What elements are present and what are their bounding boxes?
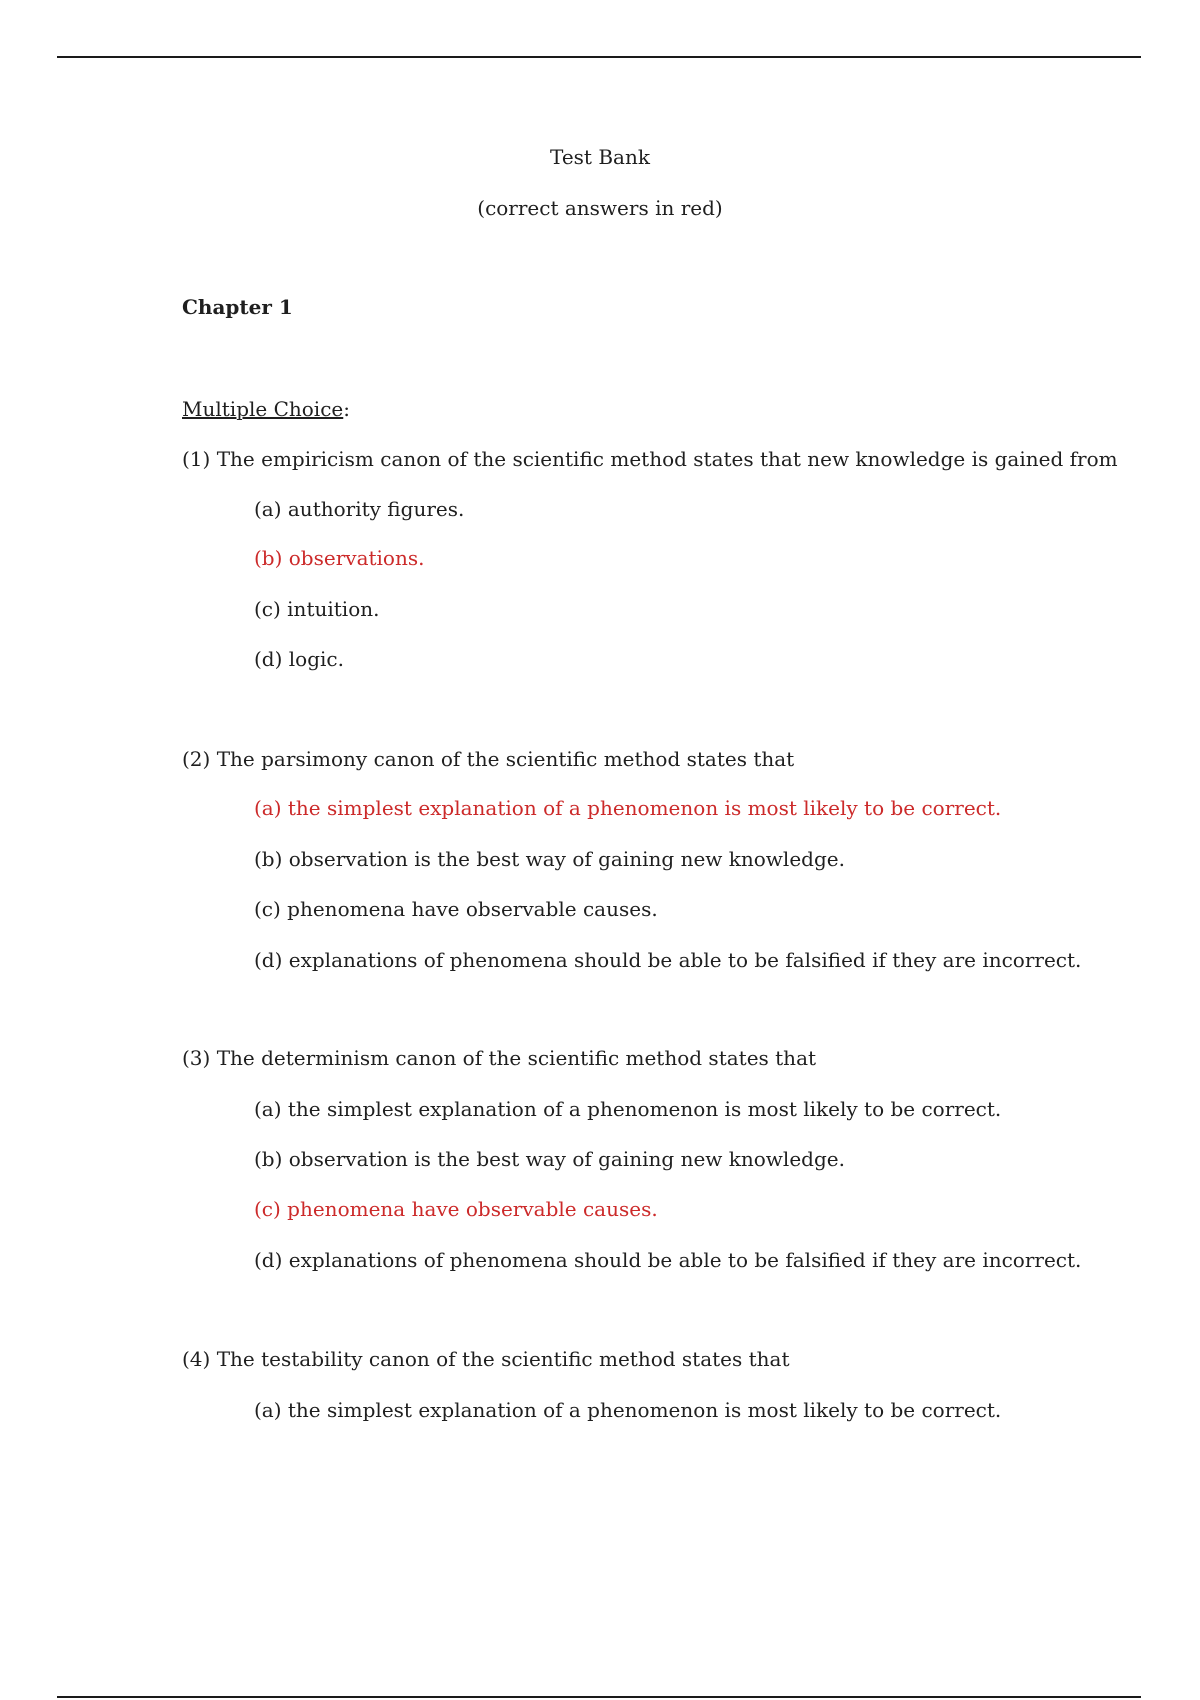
question-1-option-a: (a) authority figures. <box>254 497 465 521</box>
page-title: Test Bank <box>550 145 650 169</box>
question-3: (3) The determinism canon of the scientific method states that <box>182 1046 817 1070</box>
top-rule <box>57 56 1141 58</box>
question-1-option-c: (c) intuition. <box>254 597 380 621</box>
question-1-option-d: (d) logic. <box>254 647 344 671</box>
question-2-option-b: (b) observation is the best way of gaining new knowledge. <box>254 847 845 871</box>
question-3-option-b: (b) observation is the best way of gaining new knowledge. <box>254 1147 845 1171</box>
question-1: (1) The empiricism canon of the scientific method states that new knowledge is gained from <box>182 447 1118 471</box>
section-heading <box>182 397 350 421</box>
question-3-option-a: (a) the simplest explanation of a phenomenon is most likely to be correct. <box>254 1097 1002 1121</box>
question-2-option-a: (a) the simplest explanation of a phenomenon is most likely to be correct. <box>254 796 1002 820</box>
bottom-rule <box>57 1696 1141 1698</box>
question-4-option-a: (a) the simplest explanation of a phenomenon is most likely to be correct. <box>254 1398 1002 1422</box>
question-4: (4) The testability canon of the scientific method states that <box>182 1347 790 1371</box>
page-subtitle: (correct answers in red) <box>477 196 723 220</box>
section-suffix: : <box>343 397 350 421</box>
question-3-option-d: (d) explanations of phenomena should be able to be falsified if they are incorrect. <box>254 1248 1082 1272</box>
question-2-option-c: (c) phenomena have observable causes. <box>254 897 658 921</box>
chapter-heading: Chapter 1 <box>182 295 293 319</box>
question-2: (2) The parsimony canon of the scientific method states that <box>182 747 795 771</box>
question-3-option-c: (c) phenomena have observable causes. <box>254 1197 658 1221</box>
section-label: Multiple Choice <box>182 397 344 421</box>
question-2-option-d: (d) explanations of phenomena should be able to be falsified if they are incorrect. <box>254 948 1082 972</box>
question-1-option-b: (b) observations. <box>254 546 425 570</box>
